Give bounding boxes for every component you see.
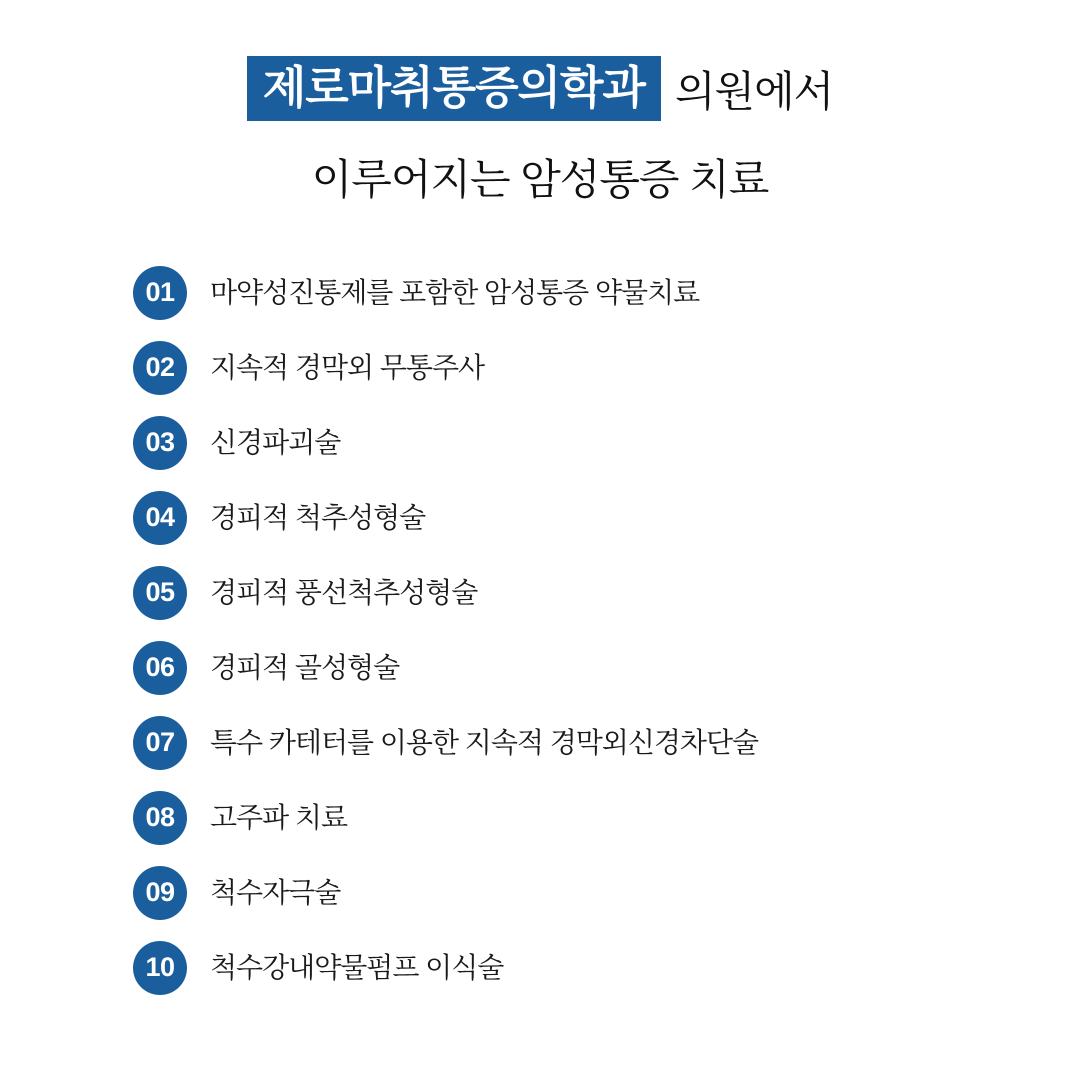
list-item-label: 지속적 경막외 무통주사 [210, 351, 485, 383]
item-number-badge: 08 [133, 791, 187, 845]
list-item-label: 고주파 치료 [210, 801, 348, 833]
item-number-badge: 06 [133, 641, 187, 695]
page-title [0, 0, 1080, 207]
item-number-badge: 10 [133, 941, 187, 995]
list-item [133, 780, 1040, 855]
list-item [133, 405, 1040, 480]
item-number-badge: 04 [133, 491, 187, 545]
item-number-badge: 01 [133, 266, 187, 320]
list-item-label: 경피적 골성형술 [210, 651, 400, 683]
list-item [133, 855, 1040, 930]
item-number-badge: 09 [133, 866, 187, 920]
item-number-badge: 02 [133, 341, 187, 395]
clinic-name-highlight: 제로마취통증의학과 [247, 56, 661, 121]
item-number-badge: 07 [133, 716, 187, 770]
list-item-label: 경피적 척추성형술 [210, 501, 426, 533]
list-item-label: 신경파괴술 [210, 426, 341, 458]
list-item [133, 480, 1040, 555]
list-item-label: 경피적 풍선척추성형술 [210, 576, 478, 608]
list-item-label: 마약성진통제를 포함한 암성통증 약물치료 [210, 276, 700, 308]
list-item [133, 930, 1040, 1005]
treatment-list [0, 255, 1080, 1005]
list-item [133, 255, 1040, 330]
title-line-1 [0, 56, 1080, 121]
list-item [133, 705, 1040, 780]
title-line-1-suffix: 의원에서 [674, 67, 834, 115]
list-item [133, 555, 1040, 630]
list-item [133, 330, 1040, 405]
list-item-label: 척수자극술 [210, 876, 341, 908]
list-item-label: 척수강내약물펌프 이식술 [210, 951, 504, 983]
item-number-badge: 05 [133, 566, 187, 620]
item-number-badge: 03 [133, 416, 187, 470]
list-item [133, 630, 1040, 705]
title-line-2: 이루어지는 암성통증 치료 [311, 156, 769, 203]
list-item-label: 특수 카테터를 이용한 지속적 경막외신경차단술 [210, 726, 759, 758]
